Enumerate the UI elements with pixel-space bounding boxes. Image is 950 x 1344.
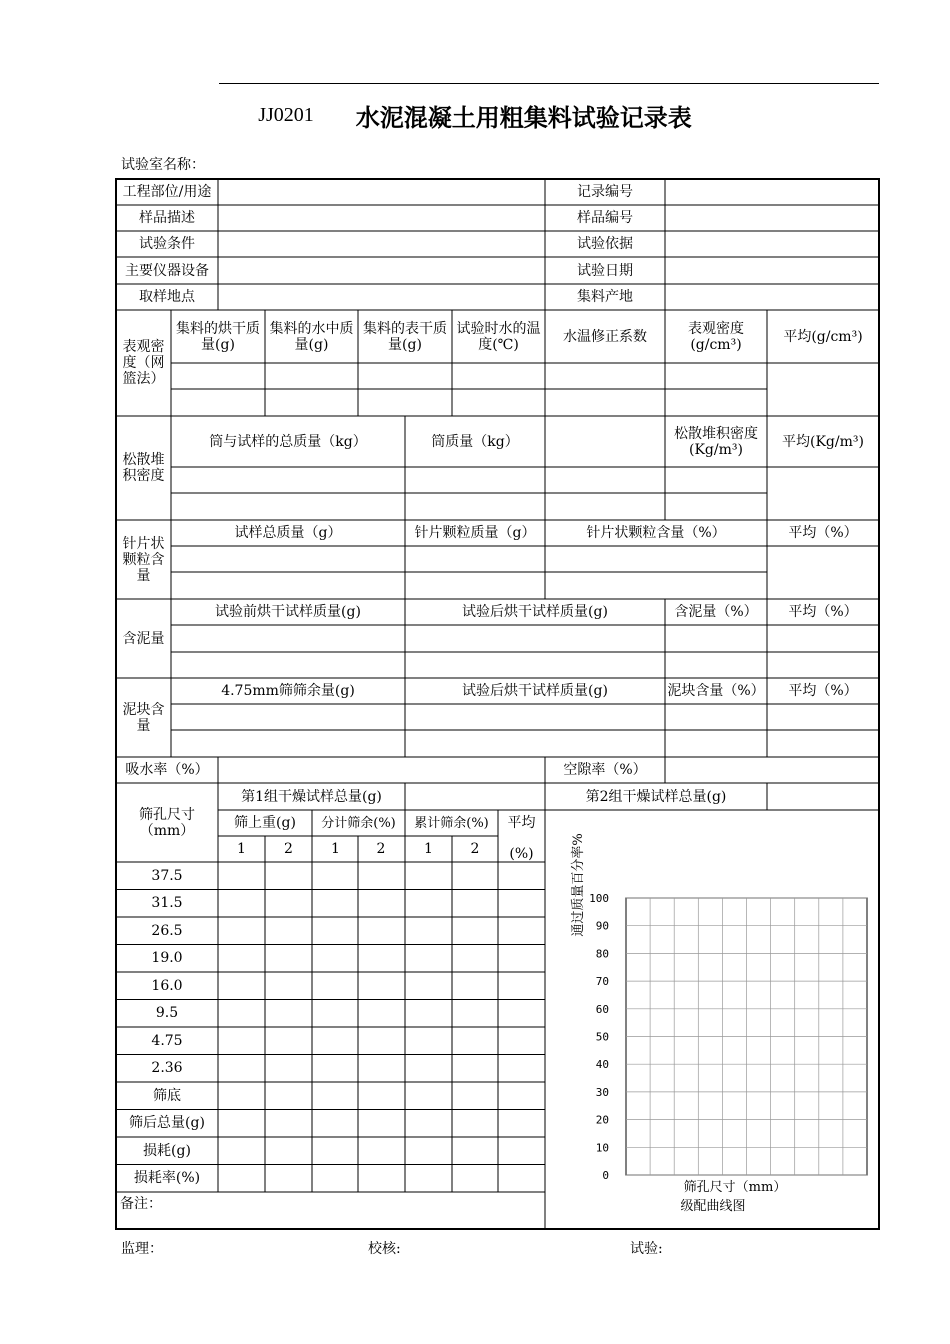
clay-h2: 试验后烘干试样质量(g)	[462, 683, 608, 699]
apparent-h5: 水温修正系数	[563, 328, 647, 345]
cumulative-label: 累计筛余(%)	[414, 815, 489, 831]
project-label: 工程部位/用途	[122, 184, 212, 200]
chart-ytick-label: 80	[595, 947, 609, 961]
chart-title: 级配曲线图	[680, 1199, 746, 1214]
chart-ytick-label: 10	[595, 1141, 609, 1155]
sieve-row-label: 损耗率(%)	[133, 1170, 201, 1187]
form-title: 水泥混凝土用粗集料试验记录表	[355, 104, 692, 132]
sieve-col-number: 2	[284, 841, 293, 857]
flaky-h4: 平均（%）	[788, 525, 858, 541]
retained-label: 筛上重(g)	[234, 815, 296, 831]
test-date-label: 试验日期	[577, 262, 633, 279]
sieve-row-label: 筛底	[153, 1087, 181, 1104]
chart-ytick-label: 30	[595, 1085, 609, 1099]
gradation-chart	[570, 833, 867, 1214]
sieve-row-label: 16.0	[151, 977, 183, 994]
chart-xlabel: 筛孔尺寸（mm）	[683, 1180, 787, 1195]
form-code: JJ0201	[258, 104, 314, 126]
test-basis-label: 试验依据	[577, 236, 633, 252]
sieve-col-number: 2	[470, 841, 480, 857]
apparent-h7: 平均(g/cm³)	[783, 328, 863, 345]
origin-label: 集料产地	[577, 289, 633, 305]
apparent-density-label: 表观密度（网篮法）	[122, 339, 165, 387]
apparent-h6: 表观密度(g/cm³)	[688, 320, 744, 353]
apparent-h2: 集料的水中质量(g)	[269, 320, 354, 353]
record-no-label: 记录编号	[577, 184, 633, 200]
checker-label: 校核:	[368, 1241, 401, 1257]
chart-ylabel: 通过质量百分率%	[571, 833, 586, 937]
sieve-row-label: 筛后总量(g)	[129, 1115, 205, 1132]
mud-label: 含泥量	[122, 630, 165, 647]
chart-ytick-label: 20	[595, 1113, 609, 1127]
bulk-h1: 筒与试样的总质量（kg）	[209, 433, 367, 450]
sieve-col-number: 1	[331, 841, 340, 857]
lab-name-label: 试验室名称：	[121, 157, 205, 173]
tester-label: 试验:	[630, 1241, 663, 1257]
apparent-h1: 集料的烘干质量(g)	[176, 320, 260, 353]
sieve-row-label: 19.0	[151, 950, 183, 967]
sample-desc-label: 样品描述	[139, 210, 195, 226]
bulk-h3: 松散堆积密度(Kg/m³)	[674, 425, 758, 458]
avg-label: 平均	[507, 815, 536, 831]
equipment-label: 主要仪器设备	[125, 262, 209, 279]
chart-ytick-label: 60	[595, 1002, 609, 1016]
sieve-size-label: 筛孔尺寸（mm）	[139, 806, 195, 839]
supervisor-label: 监理：	[121, 1241, 163, 1257]
clay-h3: 泥块含量（%）	[667, 683, 765, 699]
chart-ytick-label: 90	[595, 919, 609, 933]
sieve-row-label: 9.5	[155, 1005, 179, 1022]
sieve-col-number: 2	[376, 841, 386, 857]
bulk-h2: 筒质量（kg）	[431, 433, 519, 450]
mud-h1: 试验前烘干试样质量(g)	[215, 604, 361, 620]
sieve-col-number: 1	[424, 841, 433, 857]
test-cond-label: 试验条件	[139, 236, 195, 252]
flaky-h1: 试样总质量（g）	[234, 525, 342, 541]
sieve-row-label: 26.5	[151, 922, 183, 939]
apparent-h4: 试验时水的温度(℃)	[456, 320, 541, 353]
clay-h4: 平均（%）	[788, 683, 858, 699]
sample-no-label: 样品编号	[577, 210, 633, 226]
chart-ytick-label: 100	[589, 892, 609, 905]
partial-label: 分计筛余(%)	[321, 815, 396, 831]
group1-label: 第1组干燥试样总量(g)	[241, 788, 382, 805]
group2-label: 第2组干燥试样总量(g)	[585, 788, 727, 805]
flaky-h3: 针片状颗粒含量（%）	[586, 525, 726, 541]
sieve-row-label: 损耗(g)	[143, 1142, 191, 1159]
clay-h1: 4.75mm筛筛余量(g)	[221, 683, 355, 699]
void-ratio-label: 空隙率（%）	[563, 762, 647, 778]
mud-h4: 平均（%）	[788, 604, 858, 620]
bulk-h4: 平均(Kg/m³)	[782, 433, 864, 450]
sieve-row-label: 4.75	[151, 1032, 183, 1049]
avg-unit: (%)	[509, 846, 534, 862]
sieve-row-label: 2.36	[151, 1060, 183, 1077]
clay-label: 泥块含量	[122, 701, 165, 734]
flaky-h2: 针片颗粒质量（g）	[414, 525, 536, 541]
chart-ytick-label: 70	[595, 975, 609, 989]
water-absorption-label: 吸水率（%）	[125, 762, 209, 778]
sieve-col-number: 1	[237, 841, 246, 857]
flaky-label: 针片状颗粒含量	[122, 535, 165, 584]
mud-h2: 试验后烘干试样质量(g)	[462, 604, 608, 620]
bulk-density-label: 松散堆积密度	[122, 452, 165, 484]
chart-ytick-label: 40	[595, 1058, 609, 1072]
sieve-row-label: 31.5	[151, 895, 183, 912]
mud-h3: 含泥量（%）	[674, 604, 758, 620]
chart-ytick-label: 50	[595, 1030, 609, 1044]
sieve-row-label: 37.5	[151, 867, 183, 884]
remarks-label: 备注：	[120, 1196, 162, 1212]
sampling-place-label: 取样地点	[139, 289, 195, 305]
chart-ytick-label: 0	[602, 1169, 609, 1182]
apparent-h3: 集料的表干质量(g)	[363, 320, 447, 353]
